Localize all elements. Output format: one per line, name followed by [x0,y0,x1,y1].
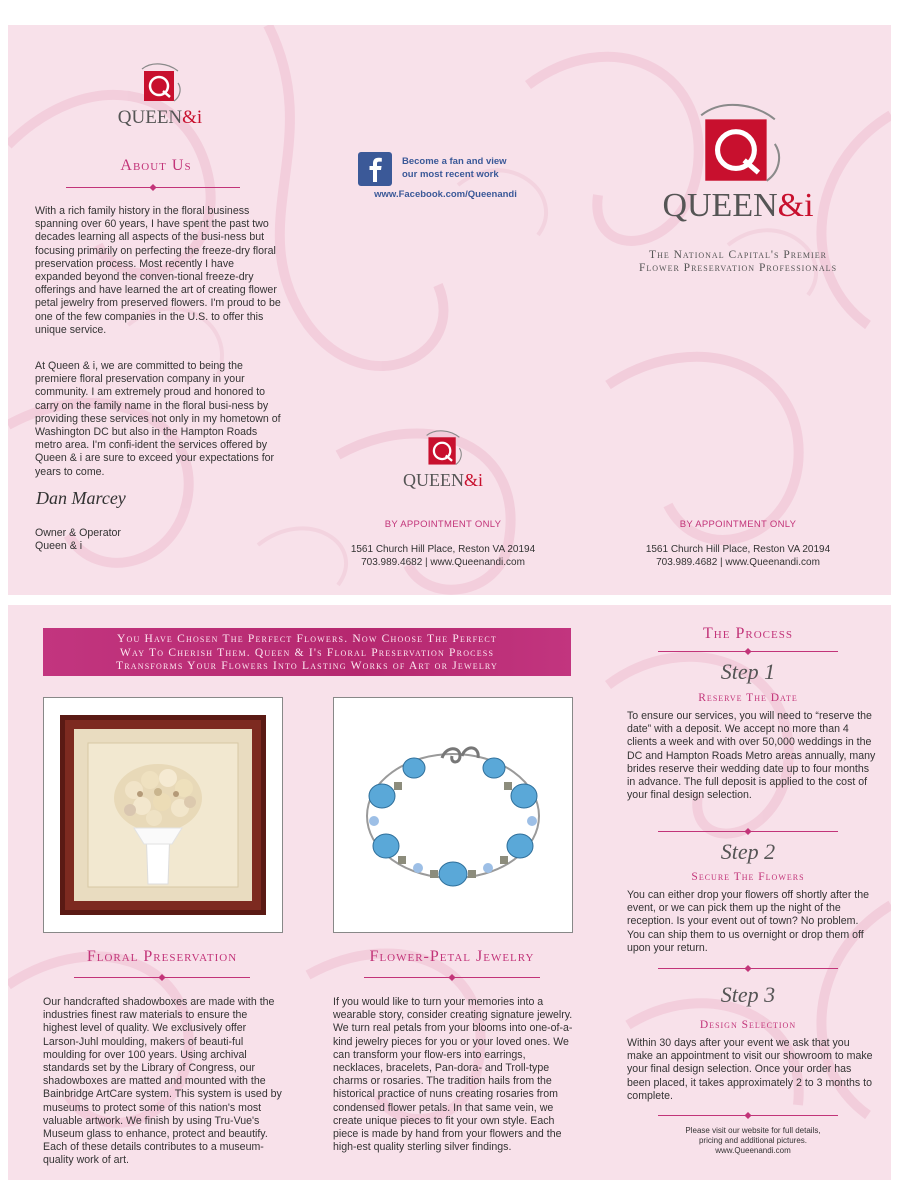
signer-company: Queen & i [35,540,83,552]
brochure-inside-panel [8,605,891,1180]
step-3-divider [658,1115,838,1116]
queen-and-i-logo-middle [378,430,508,491]
appointment-note-cover: BY APPOINTMENT ONLY [679,519,797,530]
step-3-text: Within 30 days after your event we ask that you make an appointment to visit our showroom to make your final design selection. Once your order has been placed, it takes approximately 2 to 3 months to complete. [627,1037,873,1102]
address-middle: 1561 Church Hill Place, Reston VA 20194 [350,544,536,555]
facebook-prompt [402,155,507,181]
facebook-line-2: our most recent work [402,169,499,180]
step-3-subtitle: Design Selection [699,1019,797,1031]
footer-website-link[interactable]: www.Queenandi.com [715,1146,791,1155]
step-2-divider [658,968,838,969]
about-paragraph-1: With a rich family history in the floral business spanning over 60 years, I have spent the past two decades learning all aspects of the busi-ness but focusing primarily on perfecting the freeze-dry floral preservation process. Most recently I have expanded beyond the conven-tional freeze-dry offerings and have learned the art of creating flower petal jewelry from preserved flowers. I'm proud to be one of the few companies in the U.S. to offer this unique service. [35,205,281,336]
jewelry-divider [364,977,540,978]
process-divider [658,651,838,652]
floral-preservation-text: Our handcrafted shadowboxes are made with the industries finest raw materials to ensure the highest level of quality. We exclusively offer Larson-Juhl moulding, makers of beauti-ful moulding for over 100 years. Using archival standards set by the Library of Congress, our shadowboxes are matted and mounted with the Bainbridge ArtCare system. This system is used by museums to protect some of this nation's most valuable artwork. We finish by using Tru-Vue's Museum glass to enhance, protect and beautify. Each of these details contributes to a museum-quality work of art. [43,996,282,1167]
headline-banner [43,628,571,676]
tagline [608,249,868,275]
queen-and-i-logo-cover [638,103,838,225]
process-title: The Process [703,625,793,642]
facebook-icon[interactable] [358,152,392,186]
tagline-line-1: The National Capital's Premier [649,249,827,261]
step-3-label: Step 3 [720,982,776,1007]
banner-line-3: Transforms Your Flowers Into Lasting Works of Art or Jewelry [116,660,498,672]
about-paragraph-2: At Queen & i, we are committed to being the premiere floral preservation company in your community. I am extremely proud and honored to carry on the family name in the floral busi-ness by providing these services not only in my hometown of Washington DC but also in the Hampton Roads metro area. I'm confi-ident the services offered by Queen & i are sure to exceed your expectations for years to come. [35,360,281,478]
owner-signature: Dan Marcey [36,488,126,508]
bracelet-photo [333,697,573,933]
about-us-title: About Us [120,157,192,174]
footer-line-2: pricing and additional pictures. [698,1136,808,1145]
step-1-divider [658,831,838,832]
step-2-label: Step 2 [720,839,776,864]
logo-word: QUEEN [662,187,778,224]
address-cover: 1561 Church Hill Place, Reston VA 20194 [645,544,831,555]
facebook-url-link[interactable]: www.Facebook.com/Queenandi [374,189,517,200]
banner-line-2: Way To Cherish Them. Queen & I's Floral Preservation Process [119,646,495,659]
phone-web-middle: 703.989.4682 | www.Queenandi.com [361,557,525,568]
shadowbox-photo [43,697,283,933]
logo-word: QUEEN [402,470,464,490]
flower-petal-jewelry-title: Flower-Petal Jewelry [369,948,535,965]
appointment-note-middle: BY APPOINTMENT ONLY [384,519,502,530]
about-divider [66,187,240,188]
crown-q-emblem-icon [138,63,182,107]
facebook-line-1: Become a fan and view [402,156,507,167]
website-footer-note [628,1126,878,1156]
step-2-subtitle: Secure The Flowers [691,871,805,883]
logo-amp: &i [777,187,814,224]
banner-line-1: You Have Chosen The Perfect Flowers. Now Choose The Perfect [116,633,498,645]
signer-role: Owner & Operator [35,527,121,539]
floral-divider [74,977,250,978]
step-1-text: To ensure our services, you will need to “reserve the date” with a deposit. We accept no more than 4 clients a week and with over 50,000 weddings in the DC and Hampton Roads Metro areas annually, many brides reserve their wedding date up to four months in advance. The full deposit is applied to the cost of your final design selection. [627,710,876,802]
step-1-label: Step 1 [720,659,776,684]
step-2-text: You can either drop your flowers off shortly after the event, or we can pick them up the night of the reception. Is your event out of town? No problem. You can ship them to us overnight or drop them off upon your return. [627,889,870,954]
phone-web-cover: 703.989.4682 | www.Queenandi.com [656,557,820,568]
floral-preservation-title: Floral Preservation [86,948,238,965]
footer-line-1: Please visit our website for full details, [685,1126,821,1135]
flower-petal-jewelry-text: If you would like to turn your memories into a wearable story, consider creating signature jewelry. We turn real petals from your blooms into one-of-a-kind jewelry pieces for you or your loved ones. We can transform your flow-ers into earrings, necklaces, bracelets, Pan-dora- and Troll-type charms or rosaries. The tradition hails from the historical practice of nuns creating rosaries from condensed flower petals. In that same vein, we create unique pieces to fit your own style. Each piece is made by hand from your flowers and the high-est quality sterling silver findings. [333,996,573,1154]
logo-amp: &i [182,107,203,128]
logo-amp: &i [463,470,483,490]
crown-q-emblem-icon [693,103,783,193]
logo-word: QUEEN [117,107,183,128]
queen-and-i-logo [100,63,220,129]
step-1-subtitle: Reserve The Date [698,692,798,704]
brochure-outside-panel [8,25,891,595]
tagline-line-2: Flower Preservation Professionals [638,262,838,274]
crown-q-emblem-icon [423,430,463,470]
